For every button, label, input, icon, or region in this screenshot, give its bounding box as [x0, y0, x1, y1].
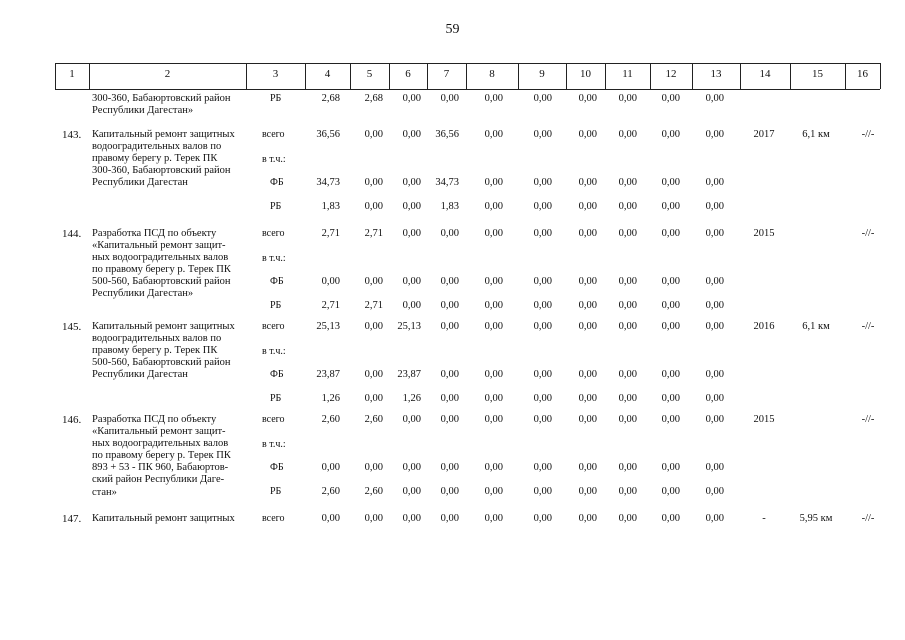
column-header-12: 12	[665, 68, 677, 80]
table-cell: 0,00	[533, 276, 552, 287]
table-cell: 2,71	[364, 228, 383, 239]
table-cell: 0,00	[705, 393, 724, 404]
description-line: Разработка ПСД по объекту	[92, 228, 217, 239]
table-cell: 0,00	[618, 513, 637, 524]
description-line: «Капитальный ремонт защит-	[92, 240, 226, 252]
table-cell: 0,00	[533, 414, 552, 425]
table-cell: 2,68	[364, 93, 383, 104]
table-cell: 0,00	[618, 300, 637, 311]
table-cell: 0,00	[578, 177, 597, 188]
table-cell: 0,00	[402, 300, 421, 311]
table-cell: 0,00	[661, 93, 680, 104]
header-bottom-border	[55, 89, 880, 90]
table-cell: 0,00	[533, 129, 552, 140]
table-cell: 2,60	[364, 486, 383, 497]
description-line: ных водооградительных валов	[92, 252, 229, 264]
note-value: -//-	[861, 321, 875, 332]
table-cell: 0,00	[705, 201, 724, 212]
table-cell: 0,00	[661, 201, 680, 212]
description-line: водооградительных валов по	[92, 141, 222, 153]
table-cell: 0,00	[618, 393, 637, 404]
table-cell: 0,00	[578, 321, 597, 332]
table-cell: 0,00	[661, 486, 680, 497]
table-cell: 0,00	[661, 129, 680, 140]
funding-source: всего	[262, 321, 285, 332]
table-cell: 0,00	[440, 93, 459, 104]
table-cell: 0,00	[705, 369, 724, 380]
row-description	[92, 414, 243, 499]
table-cell: 23,87	[316, 369, 340, 380]
table-cell: 0,00	[440, 486, 459, 497]
table-cell: 0,00	[705, 93, 724, 104]
table-cell: 2,68	[321, 93, 340, 104]
description-line: Республики Дагестан»	[92, 105, 194, 117]
description-line: по правому берегу р. Терек ПК	[92, 450, 231, 462]
description-line: Республики Дагестан	[92, 177, 188, 189]
table-cell: 0,00	[402, 486, 421, 497]
table-cell: 0,00	[533, 177, 552, 188]
table-cell: 0,00	[402, 177, 421, 188]
table-cell: 0,00	[484, 228, 503, 239]
column-header-14: 14	[759, 68, 771, 80]
completion-year: 2017	[753, 129, 775, 140]
table-cell: 0,00	[321, 276, 340, 287]
table-cell: 36,56	[435, 129, 459, 140]
table-cell: 0,00	[533, 201, 552, 212]
description-line: правому берегу р. Терек ПК	[92, 153, 218, 165]
table-cell: 0,00	[440, 300, 459, 311]
table-cell: 0,00	[661, 177, 680, 188]
length-value: 6,1 км	[802, 129, 830, 140]
funding-source: РБ	[270, 393, 282, 404]
table-cell: 0,00	[618, 201, 637, 212]
table-cell: 0,00	[484, 129, 503, 140]
table-cell: 0,00	[402, 462, 421, 473]
table-cell: 1,83	[321, 201, 340, 212]
column-header-10: 10	[580, 68, 591, 80]
table-cell: 0,00	[484, 513, 503, 524]
table-cell: 0,00	[618, 369, 637, 380]
column-header-7: 7	[443, 68, 450, 80]
table-cell: 0,00	[661, 414, 680, 425]
description-line: «Капитальный ремонт защит-	[92, 426, 226, 438]
note-value: -//-	[861, 513, 875, 524]
table-cell: 36,56	[316, 129, 340, 140]
funding-source: в т.ч.:	[262, 439, 286, 450]
row-description	[92, 228, 243, 301]
table-cell: 0,00	[618, 129, 637, 140]
column-header-5: 5	[366, 68, 373, 80]
description-line: Капитальный ремонт защитных	[92, 129, 235, 140]
funding-source: ФБ	[270, 276, 284, 287]
funding-source: в т.ч.:	[262, 346, 286, 357]
table-cell: 0,00	[578, 414, 597, 425]
table-cell: 0,00	[364, 462, 383, 473]
table-cell: 0,00	[533, 486, 552, 497]
table-cell: 0,00	[484, 414, 503, 425]
completion-year: 2015	[753, 228, 775, 239]
table-cell: 0,00	[618, 228, 637, 239]
table-cell: 2,60	[321, 414, 340, 425]
column-header-8: 8	[489, 68, 495, 80]
funding-source: всего	[262, 513, 285, 524]
table-cell: 23,87	[397, 369, 421, 380]
table-cell: 0,00	[484, 201, 503, 212]
table-cell: 0,00	[661, 300, 680, 311]
description-line: стан»	[92, 486, 117, 498]
table-cell: 0,00	[618, 177, 637, 188]
row-description	[92, 93, 243, 117]
table-cell: 2,60	[364, 414, 383, 425]
table-cell: 0,00	[484, 300, 503, 311]
table-cell: 0,00	[705, 321, 724, 332]
column-header-4: 4	[324, 68, 331, 80]
table-cell: 0,00	[364, 513, 383, 524]
table-cell: 0,00	[440, 513, 459, 524]
description-line: 893 + 53 - ПК 960, Бабаюртов-	[92, 462, 229, 474]
row-description	[92, 513, 243, 525]
table-cell: 0,00	[484, 369, 503, 380]
table-cell: 0,00	[364, 177, 383, 188]
table-cell: 2,60	[321, 486, 340, 497]
funding-source: РБ	[270, 486, 282, 497]
funding-source: ФБ	[270, 369, 284, 380]
note-value: -//-	[861, 129, 875, 140]
table-cell: 0,00	[484, 276, 503, 287]
table-cell: 1,83	[440, 201, 459, 212]
description-line: по правому берегу р. Терек ПК	[92, 264, 231, 276]
length-value: 6,1 км	[802, 321, 830, 332]
completion-year: 2015	[753, 414, 775, 425]
table-cell: 0,00	[661, 276, 680, 287]
column-header-9: 9	[539, 68, 545, 80]
description-line: Разработка ПСД по объекту	[92, 414, 217, 425]
table-cell: 0,00	[364, 201, 383, 212]
funding-source: в т.ч.:	[262, 154, 286, 165]
table-cell: 0,00	[440, 414, 459, 425]
table-cell: 0,00	[618, 414, 637, 425]
funding-source: ФБ	[270, 177, 284, 188]
funding-source: в т.ч.:	[262, 253, 286, 264]
table-cell: 0,00	[661, 321, 680, 332]
table-cell: 0,00	[440, 393, 459, 404]
table-cell: 0,00	[484, 462, 503, 473]
table-cell: 0,00	[402, 93, 421, 104]
table-cell: 0,00	[533, 228, 552, 239]
header-top-border	[55, 63, 880, 64]
table-cell: 0,00	[533, 300, 552, 311]
table-cell: 0,00	[578, 393, 597, 404]
description-line: ных водооградительных валов	[92, 438, 229, 450]
table-cell: 0,00	[402, 201, 421, 212]
table-cell: 2,71	[321, 300, 340, 311]
description-line: Республики Дагестан	[92, 369, 188, 381]
table-cell: 0,00	[578, 513, 597, 524]
table-cell: 0,00	[578, 462, 597, 473]
table-cell: 0,00	[661, 393, 680, 404]
table-cell: 25,13	[316, 321, 340, 332]
table-cell: 0,00	[440, 321, 459, 332]
table-cell: 0,00	[484, 321, 503, 332]
column-header-2: 2	[164, 68, 171, 80]
description-line: 300-360, Бабаюртовский район	[92, 165, 231, 177]
table-cell: 0,00	[440, 228, 459, 239]
table-cell: 0,00	[364, 276, 383, 287]
header-column-divider	[880, 63, 881, 89]
table-cell: 0,00	[578, 129, 597, 140]
description-line: водооградительных валов по	[92, 333, 222, 345]
row-number: 146.	[62, 414, 82, 426]
row-number: 144.	[62, 228, 82, 240]
table-cell: 0,00	[661, 513, 680, 524]
table-cell: 0,00	[578, 201, 597, 212]
table-cell: 0,00	[321, 513, 340, 524]
table-cell: 0,00	[440, 276, 459, 287]
table-cell: 0,00	[533, 321, 552, 332]
table-cell: 0,00	[533, 462, 552, 473]
description-line: Капитальный ремонт защитных	[92, 321, 235, 332]
table-cell: 0,00	[618, 93, 637, 104]
column-header-11: 11	[622, 68, 633, 80]
table-cell: 0,00	[533, 93, 552, 104]
funding-source: всего	[262, 228, 285, 239]
table-cell: 0,00	[705, 414, 724, 425]
table-cell: 0,00	[578, 93, 597, 104]
row-number: 143.	[62, 129, 82, 141]
funding-source: РБ	[270, 93, 282, 104]
table-cell: 0,00	[484, 486, 503, 497]
table-cell: 0,00	[705, 177, 724, 188]
row-number: 147.	[62, 513, 82, 525]
table-cell: 25,13	[397, 321, 421, 332]
table-cell: 0,00	[364, 369, 383, 380]
table-cell: 0,00	[533, 369, 552, 380]
funding-source: РБ	[270, 300, 282, 311]
table-cell: 0,00	[402, 276, 421, 287]
table-cell: 2,71	[321, 228, 340, 239]
description-line: 300-360, Бабаюртовский район	[92, 93, 231, 104]
table-cell: 0,00	[578, 486, 597, 497]
funding-source: ФБ	[270, 462, 284, 473]
funding-source: всего	[262, 129, 285, 140]
row-description	[92, 321, 243, 381]
table-cell: 0,00	[484, 177, 503, 188]
table-cell: 0,00	[578, 276, 597, 287]
table-cell: 0,00	[533, 513, 552, 524]
table-cell: 0,00	[705, 228, 724, 239]
table-cell: 0,00	[484, 93, 503, 104]
table-cell: 0,00	[661, 462, 680, 473]
table-cell: 0,00	[364, 393, 383, 404]
length-value: 5,95 км	[799, 513, 833, 524]
table-cell: 0,00	[705, 129, 724, 140]
table-cell: 0,00	[402, 129, 421, 140]
completion-year: 2016	[753, 321, 775, 332]
table-cell: 0,00	[578, 369, 597, 380]
table-cell: 0,00	[705, 276, 724, 287]
table-cell: 0,00	[484, 393, 503, 404]
funding-source: всего	[262, 414, 285, 425]
table-cell: 0,00	[402, 513, 421, 524]
table-cell: 34,73	[316, 177, 340, 188]
table-cell: 0,00	[364, 321, 383, 332]
table-cell: 0,00	[705, 300, 724, 311]
table-cell: 0,00	[533, 393, 552, 404]
description-line: правому берегу р. Терек ПК	[92, 345, 218, 357]
description-line: 500-560, Бабаюртовский район	[92, 276, 231, 288]
table-cell: 0,00	[618, 462, 637, 473]
description-line: Капитальный ремонт защитных	[92, 513, 235, 524]
table-cell: 1,26	[402, 393, 421, 404]
page-number: 59	[445, 22, 460, 37]
column-header-16: 16	[857, 68, 868, 80]
table-cell: 0,00	[578, 300, 597, 311]
table-cell: 0,00	[705, 486, 724, 497]
table-cell: 0,00	[618, 276, 637, 287]
row-description	[92, 129, 243, 189]
description-line: ский район Республики Даге-	[92, 474, 225, 486]
row-number: 145.	[62, 321, 82, 333]
table-cell: 0,00	[402, 228, 421, 239]
table-cell: 0,00	[578, 228, 597, 239]
funding-source: РБ	[270, 201, 282, 212]
column-header-3: 3	[272, 68, 279, 80]
column-header-1: 1	[69, 68, 75, 80]
table-cell: 0,00	[661, 228, 680, 239]
table-cell: 0,00	[440, 462, 459, 473]
table-cell: 0,00	[364, 129, 383, 140]
table-cell: 2,71	[364, 300, 383, 311]
table-cell: 0,00	[661, 369, 680, 380]
note-value: -//-	[861, 414, 875, 425]
note-value: -//-	[861, 228, 875, 239]
table-cell: 0,00	[618, 321, 637, 332]
table-cell: 0,00	[402, 414, 421, 425]
completion-year: -	[762, 513, 766, 524]
table-cell: 0,00	[705, 462, 724, 473]
table-cell: 0,00	[440, 369, 459, 380]
table-cell: 0,00	[705, 513, 724, 524]
table-cell: 1,26	[321, 393, 340, 404]
column-header-13: 13	[710, 68, 722, 80]
table-cell: 34,73	[435, 177, 459, 188]
column-header-15: 15	[812, 68, 823, 80]
table-cell: 0,00	[618, 486, 637, 497]
description-line: Республики Дагестан»	[92, 288, 194, 300]
description-line: 500-560, Бабаюртовский район	[92, 357, 231, 369]
table-cell: 0,00	[321, 462, 340, 473]
column-header-6: 6	[405, 68, 411, 80]
